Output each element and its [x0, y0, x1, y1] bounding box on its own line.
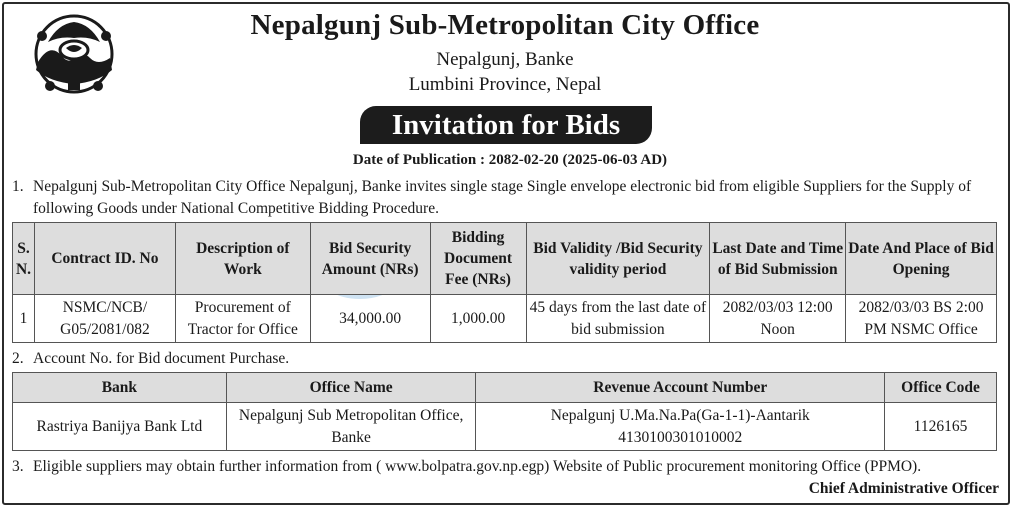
cell-description: Procurement of Tractor for Office: [175, 295, 310, 343]
table-row: [13, 403, 997, 451]
signoff: Chief Administrative Officer: [808, 480, 999, 497]
header-document-fee: Bidding Document Fee (NRs): [430, 223, 526, 295]
publication-date: Date of Publication : 2082-02-20 (2025-06-03 AD): [352, 152, 668, 168]
header-office-name: Office Name: [226, 373, 476, 403]
revenue-account-line-2: 4130100301010002: [618, 428, 743, 446]
paragraph-1-number: 1.: [12, 178, 24, 195]
cell-revenue-account: [476, 403, 885, 451]
address-line-1: Nepalgunj, Banke: [436, 49, 574, 70]
cell-office-name: Nepalgunj Sub Metropolitan Office, Banke: [226, 403, 476, 451]
paragraph-2: [12, 348, 712, 370]
paragraph-1-line-2: following Goods under National Competitive Bidding Procedure.: [33, 200, 439, 217]
cell-document-fee: 1,000.00: [430, 295, 526, 343]
cell-contract-id: NSMC/NCB/ G05/2081/082: [34, 295, 175, 343]
paragraph-3-text: Eligible suppliers may obtain further information from ( www.bolpatra.gov.np.egp) Website of Public procurement monitoring Office (PPMO).: [33, 458, 922, 475]
header-description: Description of Work: [175, 223, 310, 295]
header-bank: Bank: [13, 373, 227, 403]
header-office-code: Office Code: [885, 373, 997, 403]
paragraph-2-text: Account No. for Bid document Purchase.: [33, 350, 290, 367]
address-line-2: Lumbini Province, Nepal: [408, 74, 602, 95]
table-row: [13, 295, 997, 343]
account-table: [12, 372, 997, 451]
header-contract-id: Contract ID. No: [34, 223, 175, 295]
paragraph-1-line-1: Nepalgunj Sub-Metropolitan City Office Nepalgunj, Banke invites single stage Single envelope electronic bid from eligible Suppliers for the Supply of: [33, 178, 972, 195]
revenue-account-line-1: Nepalgunj U.Ma.Na.Pa(Ga-1-1)-Aantarik: [550, 406, 810, 424]
header-validity: Bid Validity /Bid Security validity period: [526, 223, 710, 295]
header-last-date: Last Date and Time of Bid Submission: [710, 223, 846, 295]
cell-validity: 45 days from the last date of bid submission: [526, 295, 710, 343]
invitation-banner: Invitation for Bids: [360, 106, 652, 144]
paragraph-3-number: 3.: [12, 458, 24, 475]
bid-details-table: [12, 222, 997, 343]
cell-bid-security: 34,000.00: [310, 295, 430, 343]
account-table-header-row: [13, 373, 997, 403]
nepal-emblem-logo: [28, 12, 120, 96]
cell-opening: 2082/03/03 BS 2:00 PM NSMC Office: [846, 295, 997, 343]
paragraph-1: [12, 176, 1002, 220]
cell-bank: Rastriya Banijya Bank Ltd: [13, 403, 227, 451]
cell-last-date: 2082/03/03 12:00 Noon: [710, 295, 846, 343]
cell-sn: 1: [13, 295, 35, 343]
header-opening: Date And Place of Bid Opening: [846, 223, 997, 295]
cell-office-code: 1126165: [885, 403, 997, 451]
paragraph-3: [12, 456, 1002, 478]
header-revenue-account: Revenue Account Number: [476, 373, 885, 403]
bid-table-header-row: [13, 223, 997, 295]
header-bid-security: Bid Security Amount (NRs): [310, 223, 430, 295]
paragraph-2-number: 2.: [12, 350, 24, 367]
office-title: Nepalgunj Sub-Metropolitan City Office: [250, 9, 760, 41]
header-sn: S. N.: [13, 223, 35, 295]
